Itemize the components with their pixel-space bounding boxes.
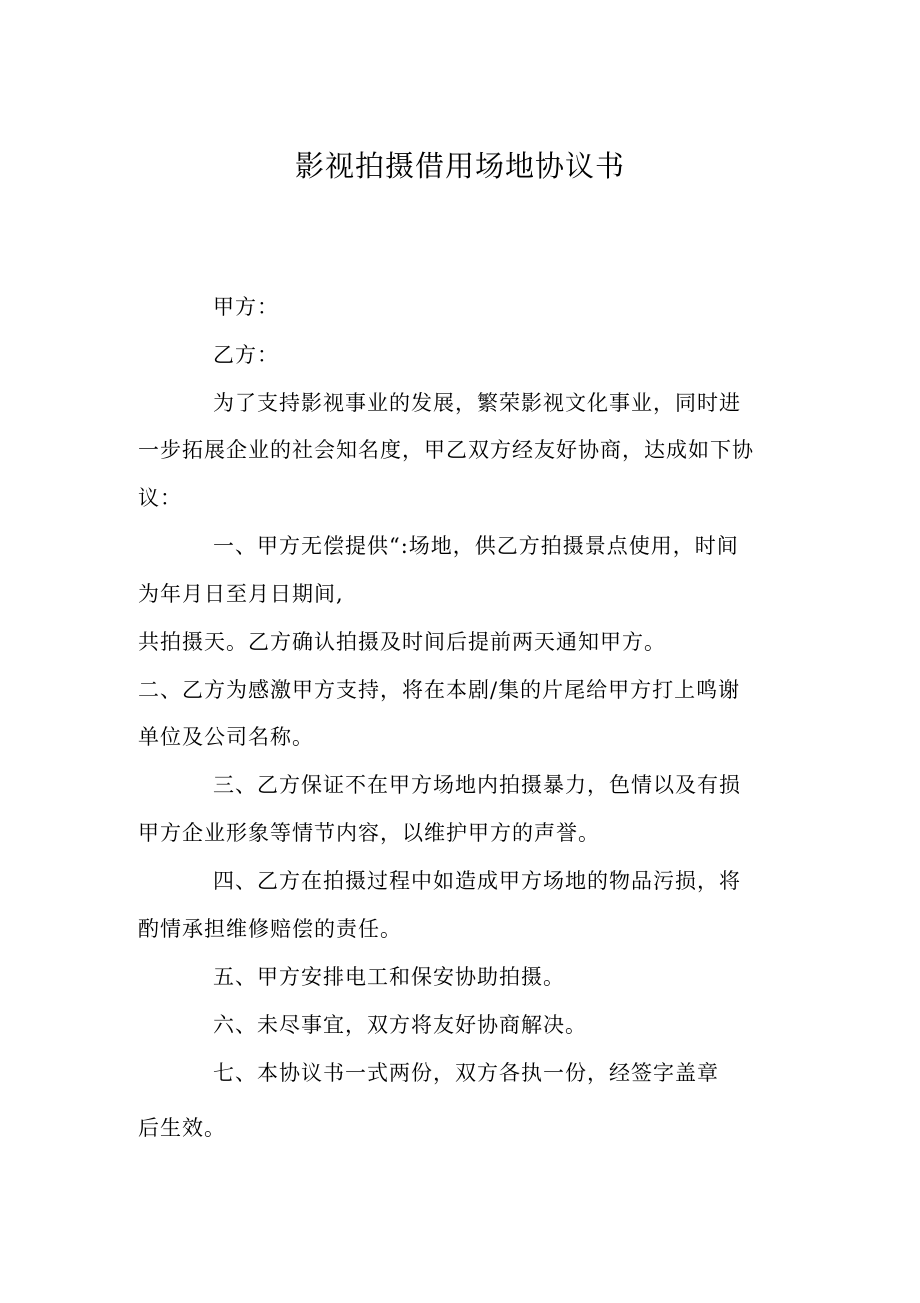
clause-7-line-2: 后生效。 — [138, 1116, 226, 1140]
clause-7-line-1: 七、本协议书一式两份，双方各执一份，经签字盖章 — [213, 1061, 719, 1085]
clause-2-line-1: 二、乙方为感激甲方支持，将在本剧/集的片尾给甲方打上鸣谢 — [138, 678, 741, 702]
clause-1-line-2: 为年月日至月日期间, — [138, 582, 344, 606]
clause-5-line: 五、甲方安排电工和保安协助拍摄。 — [213, 965, 565, 989]
preamble-line-2: 一步拓展企业的社会知名度，甲乙双方经友好协商，达成如下协 — [138, 438, 754, 462]
clause-4-line-2: 酌情承担维修赔偿的责任。 — [138, 917, 402, 941]
clause-1-line-1: 一、甲方无偿提供“:场地，供乙方拍摄景点使用，时间 — [213, 534, 739, 558]
preamble-line-3: 议： — [138, 486, 182, 510]
preamble-line-1: 为了支持影视事业的发展，繁荣影视文化事业，同时进 — [213, 391, 741, 415]
clause-3-line-2: 甲方企业形象等情节内容，以维护甲方的声誉。 — [138, 821, 600, 845]
clause-6-line: 六、未尽事宜，双方将友好协商解决。 — [213, 1013, 587, 1037]
party-b-line: 乙方： — [213, 343, 279, 367]
clause-4-line-1: 四、乙方在拍摄过程中如造成甲方场地的物品污损，将 — [213, 869, 741, 893]
clause-1-line-3: 共拍摄天。乙方确认拍摄及时间后提前两天通知甲方。 — [138, 630, 666, 654]
party-a-line: 甲方： — [213, 295, 279, 319]
clause-2-line-2: 单位及公司名称。 — [138, 725, 314, 749]
document-title: 影视拍摄借用场地协议书 — [294, 149, 625, 183]
clause-3-line-1: 三、乙方保证不在甲方场地内拍摄暴力，色情以及有损 — [213, 773, 741, 797]
